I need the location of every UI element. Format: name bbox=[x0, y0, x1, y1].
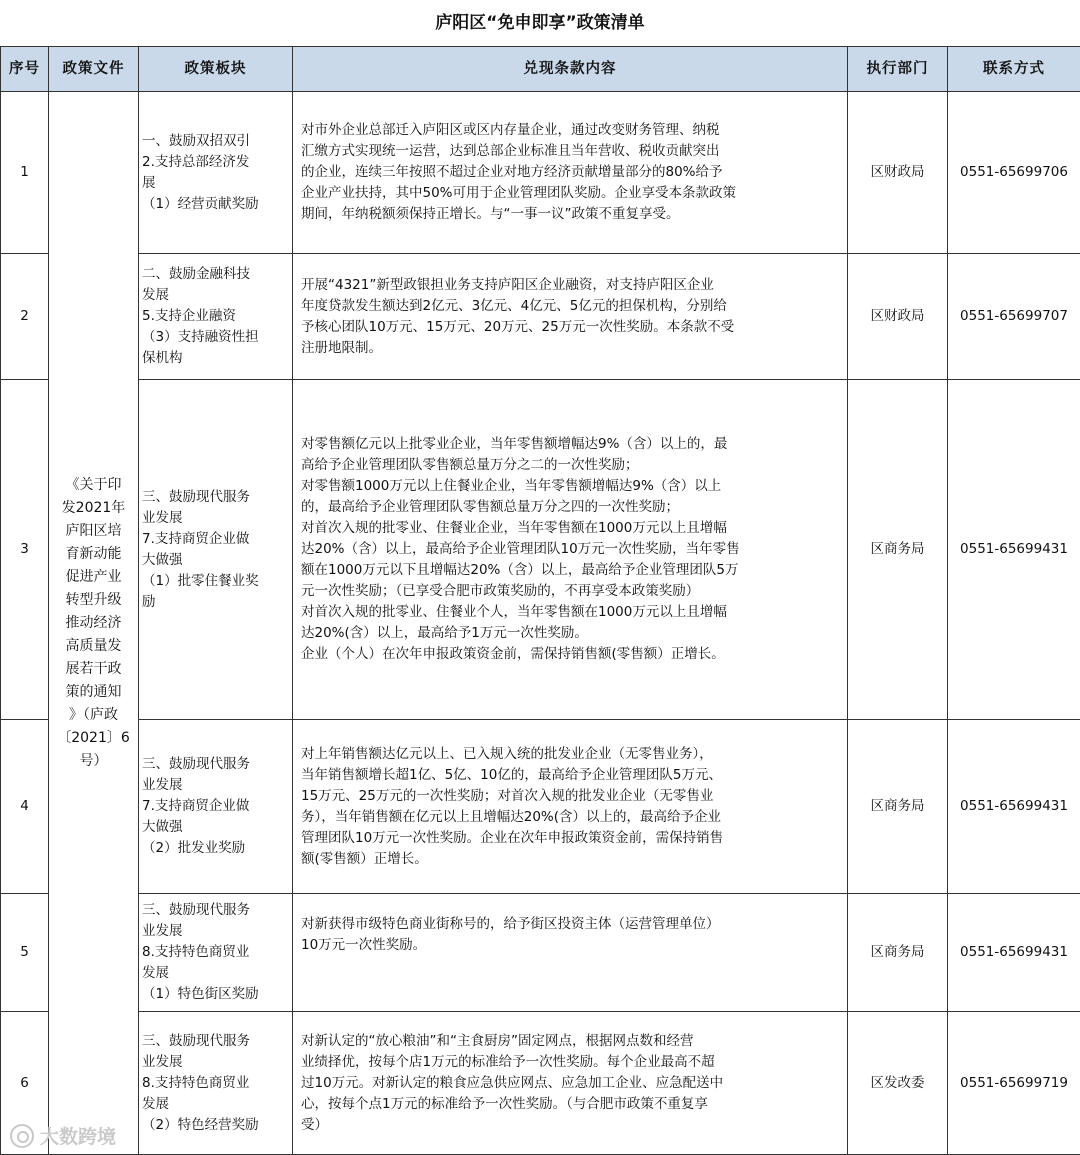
content-line: 当年销售额增长超1亿、5亿、10亿的，最高给予企业管理团队5万元、 bbox=[301, 766, 722, 783]
policy-block-line: 5.支持企业融资 bbox=[142, 308, 236, 324]
policy-file-line: 高质量发 bbox=[65, 637, 122, 654]
row-number: 4 bbox=[1, 720, 49, 894]
watermark-logo-icon bbox=[10, 1124, 34, 1148]
policy-block-line: 三、鼓励现代服务 bbox=[142, 488, 250, 505]
policy-block-line: 励 bbox=[142, 593, 156, 610]
content-cell bbox=[293, 720, 848, 894]
table-row bbox=[1, 380, 1080, 720]
policy-block-line: 大做强 bbox=[142, 551, 183, 568]
policy-block-line: 8.支持特色商贸业 bbox=[142, 944, 250, 960]
row-number: 3 bbox=[1, 380, 49, 720]
content-line: 予核心团队10万元、15万元、20万元、25万元一次性奖励。本条款不受 bbox=[301, 318, 735, 335]
content-line: 额在1000万元以下且增幅达20%（含）以上，最高给予企业管理团队5万 bbox=[301, 562, 739, 578]
content-line: 企业（个人）在次年申报政策资金前，需保持销售额(零售额）正增长。 bbox=[301, 646, 725, 662]
policy-block-cell bbox=[139, 720, 293, 894]
policy-file-line: 策的通知 bbox=[65, 683, 122, 700]
policy-block-line: 2.支持总部经济发 bbox=[142, 153, 250, 170]
content-line: 对市外企业总部迁入庐阳区或区内存量企业，通过改变财务管理、纳税 bbox=[301, 122, 720, 138]
policy-block-line: 发展 bbox=[142, 965, 169, 981]
content-line: 心，按每个点1万元的标准给予一次性奖励。（与合肥市政策不重复享 bbox=[301, 1095, 708, 1112]
content-line: 对零售额1000万元以上住餐业企业，当年零售额增幅达9%（含）以上 bbox=[301, 478, 722, 494]
watermark-text: 大数跨境 bbox=[40, 1126, 117, 1148]
policy-block-line: （2）特色经营奖励 bbox=[142, 1116, 259, 1133]
table-row bbox=[1, 720, 1080, 894]
table-row bbox=[1, 254, 1080, 380]
content-line: 企业产业扶持，其中50%可用于企业管理团队奖励。企业享受本条款政策 bbox=[301, 185, 737, 201]
department-cell: 区财政局 bbox=[848, 254, 948, 380]
policy-block-line: 7.支持商贸企业做 bbox=[142, 798, 250, 814]
policy-file-line: 庐阳区培 bbox=[65, 522, 122, 539]
content-line: 过10万元。对新认定的粮食应急供应网点、应急加工企业、应急配送中 bbox=[301, 1074, 724, 1091]
phone-cell: 0551-65699431 bbox=[948, 720, 1080, 894]
policy-block-line: 发展 bbox=[142, 287, 169, 303]
watermark bbox=[10, 1122, 116, 1149]
policy-block-line: 三、鼓励现代服务 bbox=[142, 1032, 250, 1049]
content-cell bbox=[293, 894, 848, 1012]
policy-block-line: （1）经营贡献奖励 bbox=[142, 195, 259, 212]
page-title: 庐阳区“免申即享”政策清单 bbox=[435, 13, 645, 33]
row-number: 1 bbox=[1, 92, 49, 254]
content-line: 年度贷款发生额达到2亿元、3亿元、4亿元、5亿元的担保机构，分别给 bbox=[301, 297, 727, 314]
policy-block-line: 展 bbox=[142, 174, 156, 191]
table-row bbox=[1, 894, 1080, 1012]
policy-file-line: 《关于印 bbox=[65, 476, 122, 493]
policy-block-line: （1）批零住餐业奖 bbox=[142, 572, 259, 589]
header-content: 兑现条款内容 bbox=[293, 47, 848, 92]
content-line: 业绩择优，按每个店1万元的标准给予一次性奖励。每个企业最高不超 bbox=[301, 1053, 715, 1070]
policy-block-line: 业发展 bbox=[142, 923, 183, 939]
content-cell bbox=[293, 254, 848, 380]
header-no: 序号 bbox=[1, 47, 49, 92]
policy-file-line: 转型升级 bbox=[65, 591, 122, 608]
policy-file-line: 发2021年 bbox=[61, 499, 126, 516]
phone-cell: 0551-65699431 bbox=[948, 380, 1080, 720]
content-line: 的企业，连续三年按照不超过企业对地方经济贡献增量部分的80%给予 bbox=[301, 164, 723, 180]
policy-block-line: 大做强 bbox=[142, 819, 183, 835]
policy-block-line: 保机构 bbox=[142, 350, 183, 366]
content-line: 受） bbox=[301, 1116, 328, 1133]
policy-block-cell bbox=[139, 380, 293, 720]
content-line: 对首次入规的批零业、住餐业企业，当年零售额在1000万元以上且增幅 bbox=[301, 520, 727, 536]
department-cell: 区商务局 bbox=[848, 380, 948, 720]
content-line: 对新认定的“放心粮油”和“主食厨房”固定网点，根据网点数和经营 bbox=[301, 1032, 694, 1049]
phone-cell: 0551-65699719 bbox=[948, 1012, 1080, 1155]
policy-block-line: 业发展 bbox=[142, 509, 183, 526]
content-line: 额(零售额）正增长。 bbox=[301, 850, 428, 867]
content-line: 务），当年销售额在亿元以上且增幅达20%(含）以上的，最高给予企业 bbox=[301, 808, 722, 825]
content-cell bbox=[293, 1012, 848, 1155]
content-line: 开展“4321”新型政银担业务支持庐阳区企业融资，对支持庐阳区企业 bbox=[301, 276, 714, 293]
table-row bbox=[1, 1012, 1080, 1155]
policy-file-line: 号） bbox=[79, 752, 108, 769]
policy-block-line: 一、鼓励双招双引 bbox=[142, 132, 250, 149]
content-line: 对上年销售额达亿元以上、已入规入统的批发业企业（无零售业务）， bbox=[301, 745, 713, 762]
policy-file-line: 展若干政 bbox=[65, 660, 122, 677]
policy-block-line: 三、鼓励现代服务 bbox=[142, 756, 250, 772]
content-line: 管理团队10万元一次性奖励。企业在次年申报政策资金前，需保持销售 bbox=[301, 829, 724, 846]
row-number: 5 bbox=[1, 894, 49, 1012]
policy-block-line: 8.支持特色商贸业 bbox=[142, 1074, 250, 1091]
policy-file-line: 育新动能 bbox=[65, 545, 122, 562]
header-policy-file: 政策文件 bbox=[49, 47, 139, 92]
content-line: 的，最高给予企业管理团队零售额总量万分之四的一次性奖励； bbox=[301, 499, 679, 515]
policy-block-cell bbox=[139, 1012, 293, 1155]
policy-block-line: 业发展 bbox=[142, 1053, 183, 1070]
content-line: 对零售额亿元以上批零业企业，当年零售额增幅达9%（含）以上的，最 bbox=[301, 436, 728, 452]
policy-file-cell bbox=[49, 92, 139, 1155]
policy-block-line: 发展 bbox=[142, 1095, 169, 1112]
content-line: 对新获得市级特色商业街称号的，给予街区投资主体（运营管理单位） bbox=[301, 916, 720, 932]
content-cell bbox=[293, 92, 848, 254]
policy-block-line: 业发展 bbox=[142, 777, 183, 793]
department-cell: 区财政局 bbox=[848, 92, 948, 254]
policy-file-line: 〔2021〕6 bbox=[57, 729, 130, 746]
content-line: 达20%（含）以上，最高给予企业管理团队10万元一次性奖励，当年零售 bbox=[301, 541, 740, 557]
policy-block-line: 二、鼓励金融科技 bbox=[142, 266, 250, 282]
table-header-row bbox=[1, 47, 1080, 92]
content-line: 高给予企业管理团队零售额总量万分之二的一次性奖励； bbox=[301, 457, 639, 473]
content-line: 元一次性奖励；（已享受合肥市政策奖励的，不再享受本政策奖励） bbox=[301, 583, 700, 599]
policy-block-line: （1）特色街区奖励 bbox=[142, 986, 259, 1002]
content-line: 对首次入规的批零业、住餐业个人，当年零售额在1000万元以上且增幅 bbox=[301, 604, 727, 620]
policy-table bbox=[0, 46, 1080, 1155]
phone-cell: 0551-65699706 bbox=[948, 92, 1080, 254]
department-cell: 区发改委 bbox=[848, 1012, 948, 1155]
policy-block-cell bbox=[139, 894, 293, 1012]
policy-file-line: 推动经济 bbox=[65, 614, 122, 631]
content-line: 15万元、25万元的一次性奖励；对首次入规的批发业企业（无零售业 bbox=[301, 787, 714, 804]
policy-block-line: 三、鼓励现代服务 bbox=[142, 902, 250, 918]
content-cell bbox=[293, 380, 848, 720]
department-cell: 区商务局 bbox=[848, 720, 948, 894]
header-department: 执行部门 bbox=[848, 47, 948, 92]
content-line: 注册地限制。 bbox=[301, 339, 382, 356]
row-number: 2 bbox=[1, 254, 49, 380]
content-line: 期间，年纳税额须保持正增长。与“一事一议”政策不重复享受。 bbox=[301, 206, 680, 222]
content-line: 汇缴方式实现统一运营，达到总部企业标准且当年营收、税收贡献突出 bbox=[301, 143, 720, 159]
department-cell: 区商务局 bbox=[848, 894, 948, 1012]
phone-cell: 0551-65699431 bbox=[948, 894, 1080, 1012]
row-number: 6 bbox=[1, 1012, 49, 1155]
policy-block-line: （3）支持融资性担 bbox=[142, 329, 259, 345]
header-policy-block: 政策板块 bbox=[139, 47, 293, 92]
table-row bbox=[1, 92, 1080, 254]
policy-block-cell bbox=[139, 92, 293, 254]
policy-block-line: 7.支持商贸企业做 bbox=[142, 530, 250, 547]
policy-block-line: （2）批发业奖励 bbox=[142, 840, 246, 856]
header-contact: 联系方式 bbox=[948, 47, 1080, 92]
content-line: 10万元一次性奖励。 bbox=[301, 937, 427, 953]
policy-file-line: 促进产业 bbox=[65, 568, 122, 585]
phone-cell: 0551-65699707 bbox=[948, 254, 1080, 380]
policy-file-line: 》（庐政 bbox=[69, 706, 118, 723]
policy-block-cell bbox=[139, 254, 293, 380]
content-line: 达20%(含）以上，最高给予1万元一次性奖励。 bbox=[301, 625, 588, 641]
